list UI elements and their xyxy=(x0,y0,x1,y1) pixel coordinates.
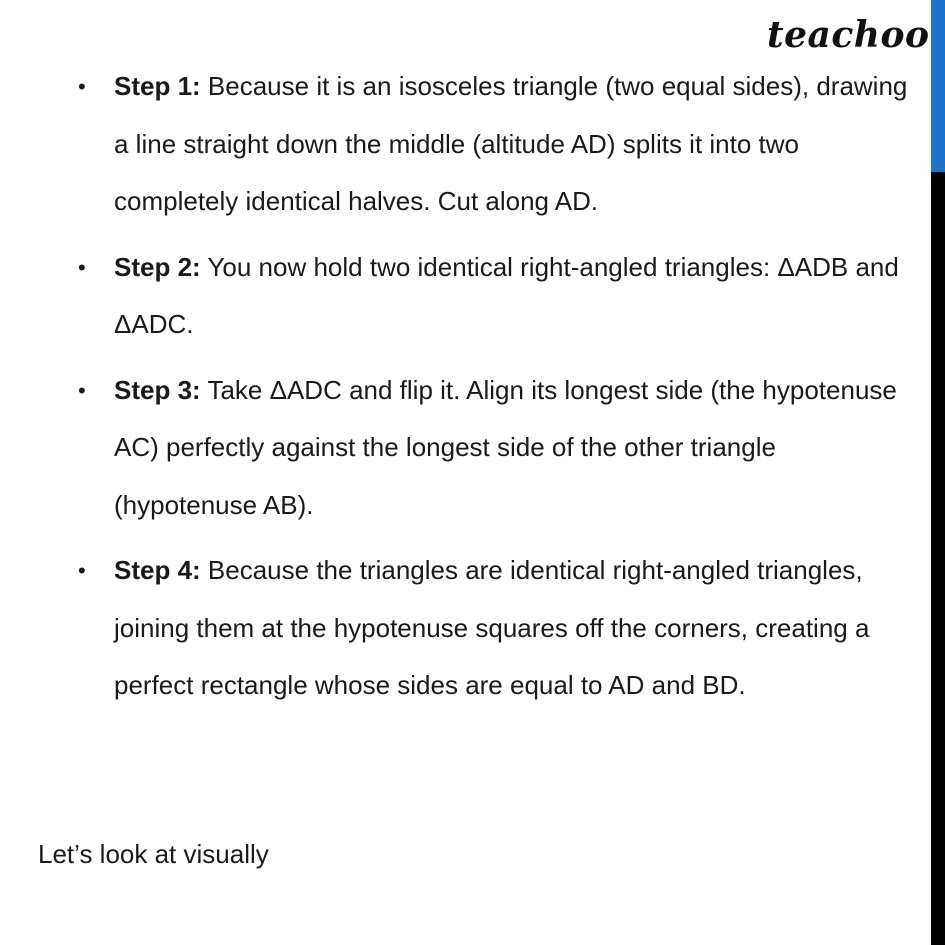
step-text: Because the triangles are identical right-angled triangles, joining them at the hypotenuse squares off the corners, creating a perfect rectangle whose sides are equal to AD and BD. xyxy=(114,555,870,700)
bullet-icon: • xyxy=(78,558,86,583)
bullet-icon: • xyxy=(78,254,86,280)
step-label: Step 4: xyxy=(114,555,201,585)
side-bar xyxy=(931,0,945,945)
step-text: You now hold two identical right-angled triangles: ΔADB and ΔADC. xyxy=(114,251,899,339)
step-item-1 xyxy=(78,58,923,231)
step-item-3 xyxy=(78,362,923,535)
side-bar-accent xyxy=(931,0,945,172)
teachoo-logo: teachoo xyxy=(767,14,930,56)
bullet-icon: • xyxy=(78,377,86,403)
bullet-icon: • xyxy=(78,74,86,99)
step-label: Step 1: xyxy=(114,71,201,101)
step-label: Step 2: xyxy=(114,251,201,282)
outro-text: Let’s look at visually xyxy=(38,839,269,869)
step-text: Because it is an isosceles triangle (two equal sides), drawing a line straight down the middle (altitude AD) splits it into two completely identical halves. Cut along AD. xyxy=(114,71,908,216)
steps-list xyxy=(78,58,923,723)
step-item-2 xyxy=(78,239,923,354)
step-label: Step 3: xyxy=(114,374,201,405)
step-item-4 xyxy=(78,542,923,715)
step-text: Take ΔADC and flip it. Align its longest side (the hypotenuse AC) perfectly against the longest side of the other triangle (hypotenuse AB). xyxy=(114,374,897,520)
